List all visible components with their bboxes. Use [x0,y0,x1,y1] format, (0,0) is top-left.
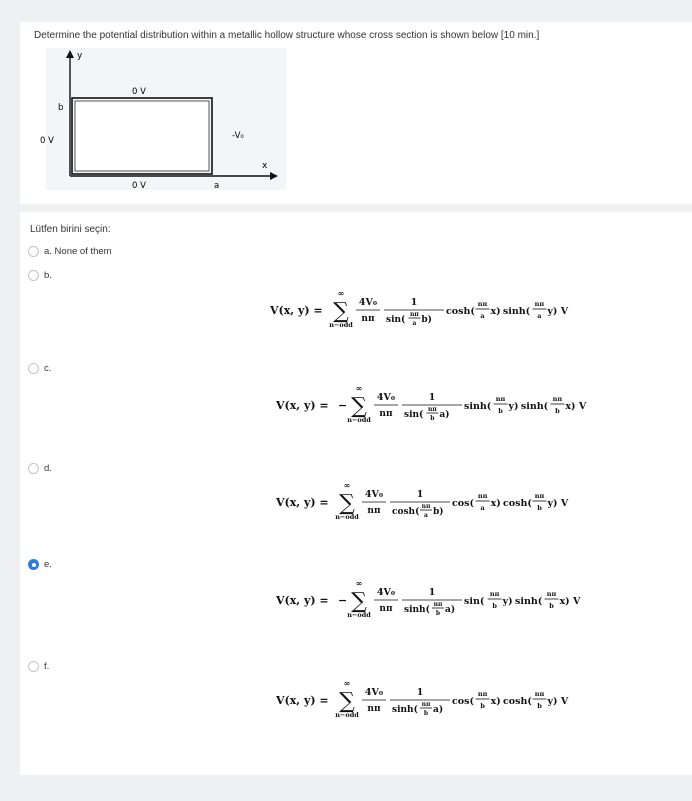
formula-frac2-numerator: 1 [410,297,418,308]
formula-func1-name: sinh( [464,401,492,412]
formula-frac2-arg-den: a [424,512,428,519]
formula-frac2-numerator: 1 [428,587,436,598]
formula-lhs: V(x, y) = [276,594,329,607]
formula-lhs: V(x, y) = [276,694,329,707]
option-d-formula [276,474,636,534]
formula-frac2-arg-num: nπ [421,701,431,708]
formula-func2-arg-num: nπ [552,395,563,403]
formula-sum-upper: ∞ [355,383,363,393]
formula-sum-lower: n−odd [335,711,359,719]
formula-frac1-numerator: 4V₀ [376,392,396,403]
formula-frac2-fn: sin( [404,410,424,420]
formula-frac2-arg-num: nπ [433,601,443,608]
formula-frac2-fn: cosh( [392,507,420,517]
formula-frac1-denominator: nπ [379,604,393,614]
formula-frac2-arg-var: a) [439,410,450,420]
formula-func1-arg-den: b [480,702,485,710]
cross-section-figure [34,48,304,198]
formula-frac1-denominator: nπ [379,409,393,419]
formula-lhs: V(x, y) = [276,399,329,412]
formula-func2-arg-den: b [537,504,542,512]
formula-func1-arg-var: y) [502,596,513,607]
formula-frac2-arg-var: b) [433,507,444,517]
formula-func1-arg-var: x) [490,306,501,317]
formula-func1-arg-den: b [492,602,497,610]
formula-func2-arg-var: y) V [547,696,569,707]
formula-func1-arg-var: x) [490,696,501,707]
bottom-potential-label: 0 V [132,181,146,191]
option-d-label: d. [44,463,52,474]
option-c-label: c. [44,363,52,374]
formula-func1-arg-var: x) [490,498,501,509]
option-f-label: f. [44,661,50,672]
formula-func2-name: sinh( [520,401,549,412]
formula-frac1-numerator: 4V₀ [376,587,396,598]
formula-frac2-fn: sin( [386,315,406,325]
option-d-radio[interactable] [28,463,39,474]
formula-sum-upper: ∞ [337,288,345,298]
formula-frac2-arg-den: b [435,610,441,617]
formula-lhs: V(x, y) = [276,496,329,509]
formula-frac1-denominator: nπ [367,704,381,714]
formula-frac1-denominator: nπ [361,314,375,324]
summation-icon: ∑ [351,589,367,614]
formula-func1-arg-num: nπ [495,395,506,403]
formula-frac1-numerator: 4V₀ [364,687,384,698]
formula-frac2-arg-num: nπ [410,311,419,318]
option-b-label: b. [44,270,52,281]
formula-func1-arg-den: a [480,504,485,512]
option-e-formula [276,572,636,632]
x-axis-label: x [262,161,268,171]
formula-sum-lower: n−odd [347,416,371,424]
formula-sum-upper: ∞ [355,578,363,588]
formula-func2-arg-var: y) V [547,306,569,317]
option-f-radio[interactable] [28,661,39,672]
formula-func1-name: sin( [464,596,485,607]
formula-frac2-numerator: 1 [428,392,436,403]
formula-func2-arg-num: nπ [534,300,545,308]
height-label-b: b [58,103,64,113]
formula-func1-arg-num: nπ [477,300,488,308]
option-c-radio[interactable] [28,363,39,374]
formula-func2-arg-var: x) V [559,596,581,607]
summation-icon: ∑ [339,491,355,516]
formula-func2-arg-den: b [537,702,542,710]
formula-func2-arg-den: b [555,407,560,415]
formula-frac1-denominator: nπ [367,506,381,516]
formula-func2-arg-den: b [549,602,554,610]
question-card [20,22,692,204]
option-e-radio[interactable] [28,559,39,570]
formula-frac2-arg-den: b [430,415,435,422]
formula-sum-upper: ∞ [343,480,351,490]
formula-frac2-arg-num: nπ [421,503,431,510]
right-potential-label: -V₀ [232,131,244,141]
formula-func1-arg-num: nπ [477,492,488,500]
formula-func2-name: cosh( [503,498,532,509]
formula-func1-arg-num: nπ [477,690,488,698]
top-potential-label: 0 V [132,87,146,97]
formula-frac2-arg-var: b) [421,315,432,325]
formula-frac2-arg-den: a [412,320,417,327]
width-label-a: a [214,181,220,191]
option-a-radio[interactable] [28,246,39,257]
summation-icon: ∑ [339,689,355,714]
y-axis-label: y [77,51,83,61]
formula-frac1-numerator: 4V₀ [364,489,384,500]
formula-func2-arg-var: x) V [565,401,587,412]
formula-frac2-numerator: 1 [416,687,424,698]
formula-func2-arg-num: nπ [546,590,557,598]
option-b-radio[interactable] [28,270,39,281]
select-one-prompt: Lütfen birini seçin: [30,224,111,235]
formula-func1-name: cos( [452,696,474,707]
formula-sign: − [338,594,348,607]
formula-func1-name: cosh( [446,306,475,317]
formula-sum-upper: ∞ [343,678,351,688]
formula-func1-arg-den: b [498,407,503,415]
formula-func2-name: sinh( [502,306,531,317]
formula-frac2-numerator: 1 [416,489,424,500]
summation-icon: ∑ [333,299,349,324]
option-f-formula [276,672,636,732]
summation-icon: ∑ [351,394,367,419]
formula-sign: − [338,399,348,412]
formula-frac2-arg-var: a) [445,605,456,615]
option-c-formula [276,377,636,437]
formula-sum-lower: n−odd [329,321,353,329]
formula-frac2-arg-var: a) [433,705,444,715]
option-e-label: e. [44,559,52,570]
formula-frac2-fn: sinh( [392,705,418,715]
option-a-label: a. None of them [44,246,112,257]
formula-func2-arg-den: a [537,312,542,320]
option-b-formula [270,282,630,342]
formula-func2-arg-num: nπ [534,492,545,500]
formula-func1-arg-den: a [480,312,485,320]
hollow-structure-inner [75,101,209,171]
formula-func2-name: sinh( [515,596,543,607]
formula-func1-arg-num: nπ [489,590,500,598]
formula-frac2-arg-num: nπ [428,406,437,413]
formula-func1-arg-var: y) [508,401,519,412]
formula-func1-name: cos( [452,498,474,509]
left-potential-label: 0 V [40,136,54,146]
answer-card [20,212,692,775]
formula-sum-lower: n−odd [347,611,371,619]
formula-lhs: V(x, y) = [270,304,323,317]
formula-frac1-numerator: 4V₀ [358,297,378,308]
formula-func2-arg-var: y) V [547,498,569,509]
formula-func2-arg-num: nπ [534,690,545,698]
formula-sum-lower: n−odd [335,513,359,521]
question-text: Determine the potential distribution within a metallic hollow structure whose cross section is shown below [10 min.] [34,30,540,41]
formula-frac2-fn: sinh( [404,605,430,615]
formula-frac2-arg-den: b [423,710,429,717]
formula-func2-name: cosh( [503,696,532,707]
